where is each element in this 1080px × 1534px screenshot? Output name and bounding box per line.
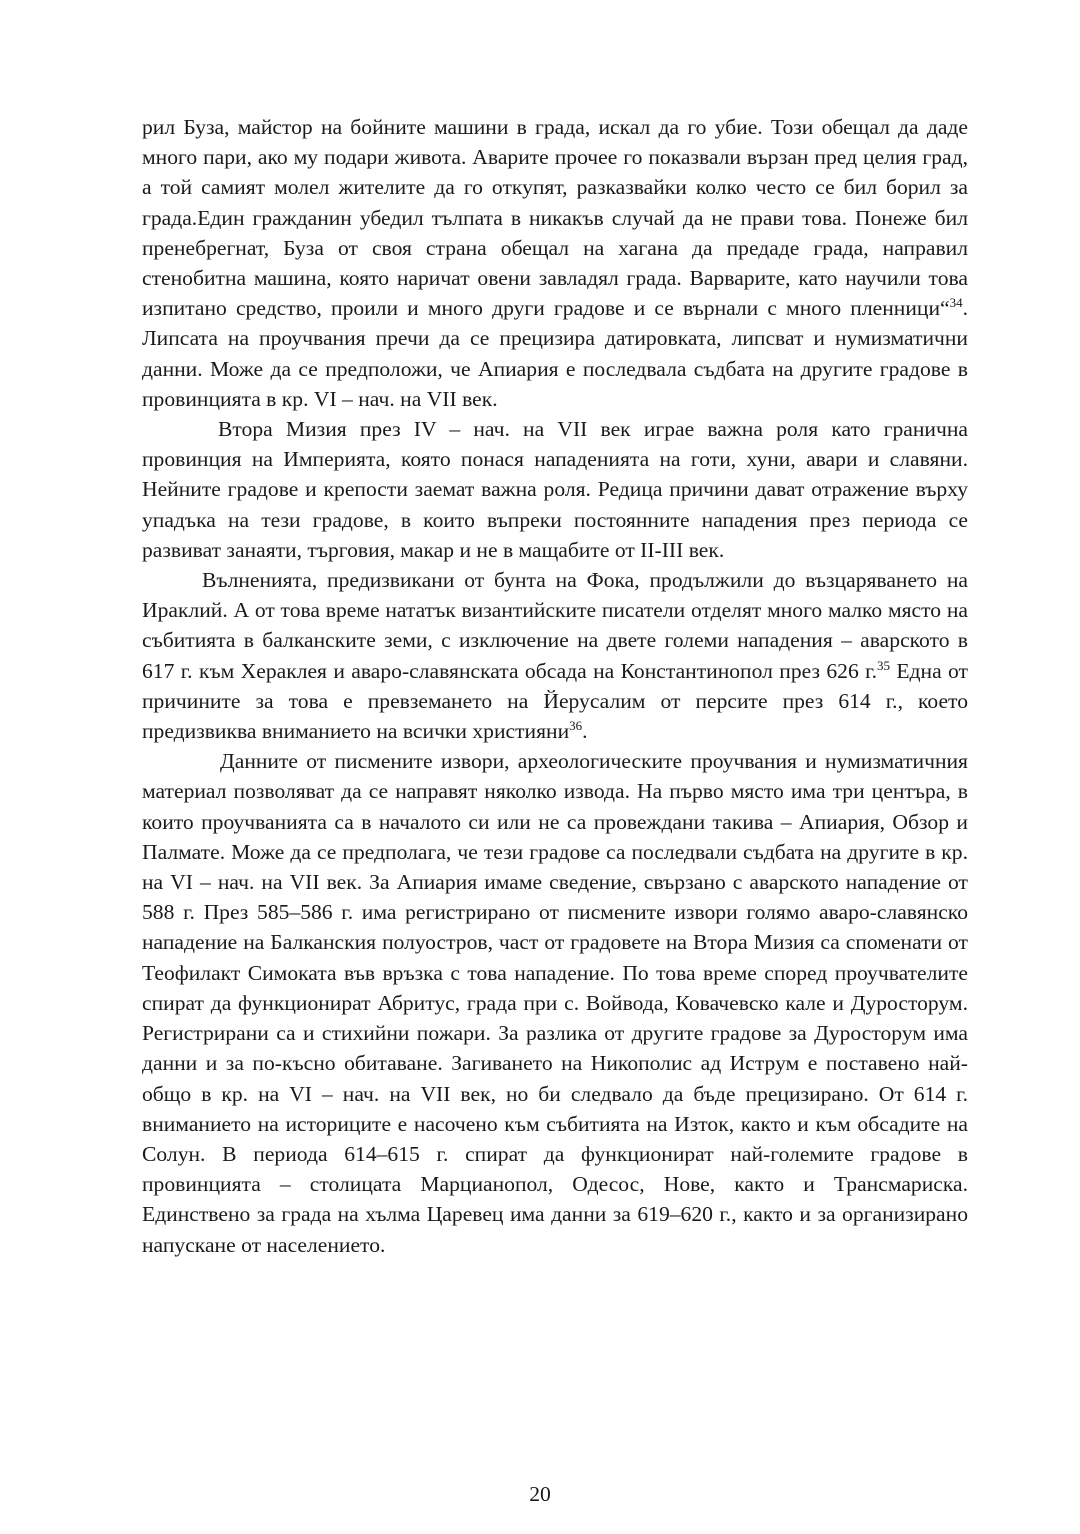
paragraph-1 (142, 112, 968, 414)
paragraph-1-text-cont: . Липсата на проучвания пречи да се прецизира датировката, липсват и нумизматични данни. Може да се предположи, че Апиария е последвала съдбата на другите градове в провинцията в кр. VI – нач. на VII век. (142, 296, 968, 411)
paragraph-3-text: Вълненията, предизвикани от бунта на Фока, продължили до възцаряването на Ираклий. А от това време нататък византийските писатели отделят много малко място на събитията в балканските земи, с изключение на двете големи нападения – аварското в 617 г. към Хераклея и аваро-славянската обсада на Константинопол през 626 г. (142, 568, 968, 683)
paragraph-3 (142, 565, 968, 746)
footnote-ref-35[interactable]: 35 (876, 657, 890, 673)
paragraph-2: Втора Мизия през IV – нач. на VII век играе важна роля като гранична провинция на Империята, която понася нападенията на готи, хуни, авари и славяни. Нейните градове и крепости заемат важна роля. Редица причини дават отражение върху упадъка на тези градове, в които въпреки постоянните нападения през периода се развиват занаяти, търговия, макар и не в мащабите от II-III век. (142, 417, 968, 562)
paragraph-1-text: рил Буза, майстор на бойните машини в града, искал да го убие. Този обещал да даде много пари, ако му подари живота. Аварите прочее го показвали вързан пред целия град, а той самият молел жителите да го откупят, разказвайки колко често се бил борил за града.Един гражданин убедил тълпата в никакъв случай да не прави това. Понеже бил пренебрегнат, Буза от своя страна обещал на хагана да предаде града, направил стенобитна машина, която наричат овени завладял града. Варварите, като научили това изпитано средство, проили и много други градове и се върнали с много пленници“ (142, 115, 968, 321)
paragraph-3-text-end: . (582, 719, 588, 744)
paragraph-3-text-cont: Една от причините за това е превземането на Йерусалим от персите през 614 г., което предизвиква вниманието на всички християни (142, 658, 968, 744)
footnote-ref-36[interactable]: 36 (569, 718, 583, 734)
footnote-ref-34[interactable]: 34 (949, 295, 963, 311)
paragraph-4: Данните от писмените извори, археологическите проучвания и нумизматичния материал позволяват да се направят няколко извода. На първо място има три центъра, в които проучванията са в началото си или не са провеждани такива – Апиария, Обзор и Палмате. Може да се предполага, че тези градове са последвали съдбата на другите в кр. на VI – нач. на VII век. За Апиария имаме сведение, свързано с аварското нападение от 588 г. През 585–586 г. има регистрирано от писмените извори голямо аваро-славянско нападение на Балканския полуостров, част от градовете на Втора Мизия са споменати от Теофилакт Симоката във връзка с това нападение. По това време според проучвателите спират да функционират Абритус, града при с. Войвода, Ковачевско кале и Дуросторум. Регистрирани са и стихийни пожари. За разлика от другите градове за Дуросторум има данни и за по-късно обитаване. Загиването на Никополис ад Иструм е поставено най-общо в кр. на VI – нач. на VII век, но би следвало да бъде прецизирано. От 614 г. вниманието на историците е насочено към събитията на Изток, както и към обсадите на Солун. В периода 614–615 г. спират да функционират най-големите градове в провинцията – столицата Марцианопол, Одесос, Нове, както и Трансмариска. Единствено за града на хълма Царевец има данни за 619–620 г., както и за организирано напускане от населението. (142, 749, 968, 1257)
document-page (142, 112, 968, 1260)
page-number: 20 (529, 1482, 551, 1506)
